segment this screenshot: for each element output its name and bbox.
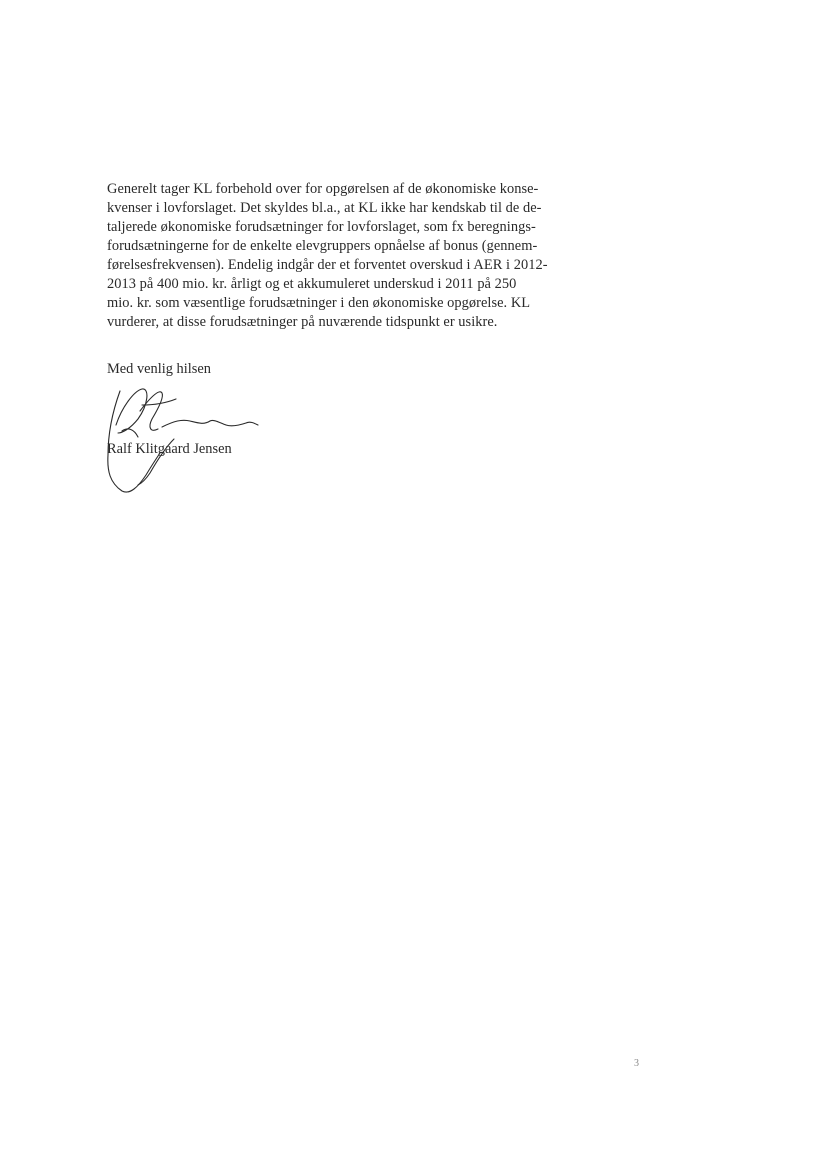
paragraph-line: Generelt tager KL forbehold over for opgørelsen af de økonomiske konse- [107,181,539,197]
paragraph-line: 2013 på 400 mio. kr. årligt og et akkumuleret underskud i 2011 på 250 [107,276,517,292]
page-number: 3 [634,1058,639,1069]
paragraph-line: forudsætningerne for de enkelte elevgruppers opnåelse af bonus (gennem- [107,238,538,254]
signer-name: Ralf Klitgaard Jensen [107,441,232,457]
paragraph-line: kvenser i lovforslaget. Det skyldes bl.a., at KL ikke har kendskab til de de- [107,200,542,216]
paragraph-line: førelsesfrekvensen). Endelig indgår der et forventet overskud i AER i 2012- [107,257,548,273]
paragraph-line: mio. kr. som væsentlige forudsætninger i den økonomiske opgørelse. KL [107,295,531,311]
paragraph-line: vurderer, at disse forudsætninger på nuværende tidspunkt er usikre. [107,314,498,330]
body-paragraph [107,180,607,332]
handwritten-signature [100,383,265,495]
closing-salutation: Med venlig hilsen [107,361,211,377]
paragraph-line: taljerede økonomiske forudsætninger for lovforslaget, som fx beregnings- [107,219,536,235]
